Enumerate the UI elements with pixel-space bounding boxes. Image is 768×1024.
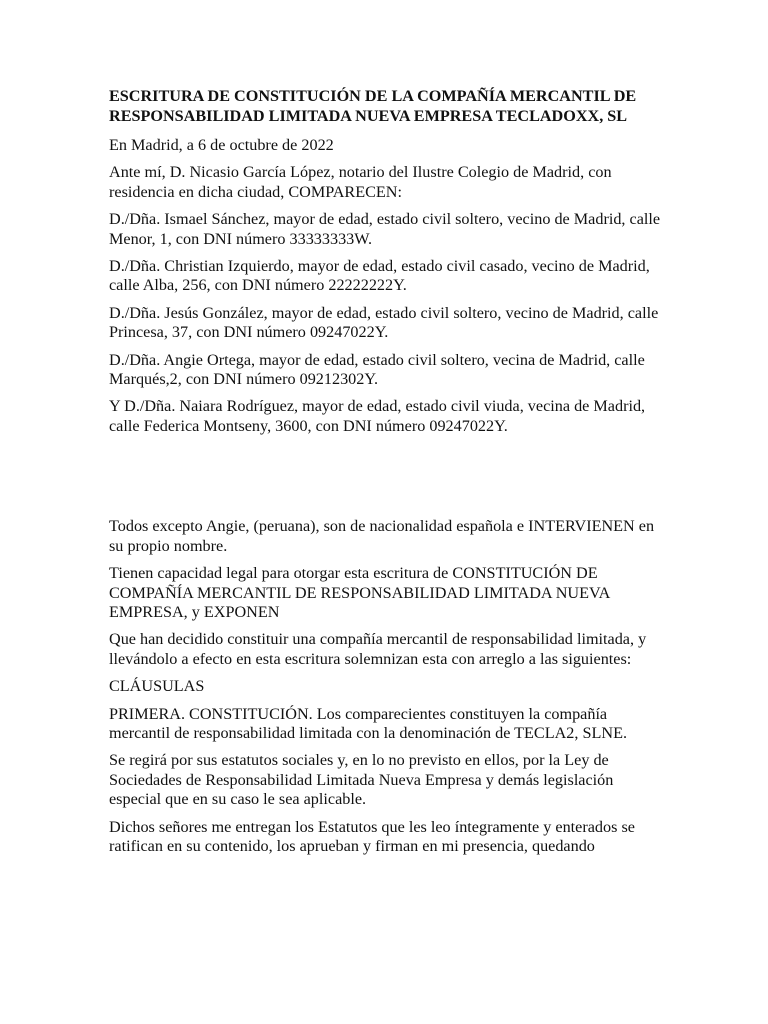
document-body — [109, 86, 664, 864]
paragraph-statutes: Dichos señores me entregan los Estatutos que les leo íntegramente y enterados se ratifican en su contenido, los aprueban y firman en mi presencia, quedando — [109, 817, 635, 855]
paragraph-notary: Ante mí, D. Nicasio García López, notario del Ilustre Colegio de Madrid, con residencia en dicha ciudad, COMPARECEN: — [109, 163, 612, 201]
clauses-heading: CLÁUSULAS — [109, 677, 205, 696]
paragraph-party-2: D./Dña. Christian Izquierdo, mayor de edad, estado civil casado, vecino de Madrid, calle Alba, 256, con DNI número 22222222Y. — [109, 257, 650, 295]
paragraph-date: En Madrid, a 6 de octubre de 2022 — [109, 136, 334, 154]
paragraph-party-1: D./Dña. Ismael Sánchez, mayor de edad, estado civil soltero, vecino de Madrid, calle Menor, 1, con DNI número 33333333W. — [109, 210, 661, 248]
paragraph-party-4: D./Dña. Angie Ortega, mayor de edad, estado civil soltero, vecina de Madrid, calle Marqués,2, con DNI número 09212302Y. — [109, 350, 645, 389]
paragraph-decision: Que han decidido constituir una compañía mercantil de responsabilidad limitada, y llevándolo a efecto en esta escritura solemnizan esta con arreglo a las siguientes: — [109, 630, 647, 668]
paragraph-party-5: Y D./Dña. Naiara Rodríguez, mayor de edad, estado civil viuda, vecina de Madrid, calle Federica Montseny, 3600, con DNI número 09247022Y. — [109, 397, 646, 435]
clause-first: PRIMERA. CONSTITUCIÓN. Los comparecientes constituyen la compañía mercantil de responsabilidad limitada con la denominación de TECLA2, SLNE. — [109, 704, 628, 742]
paragraph-nationality: Todos excepto Angie, (peruana), son de nacionalidad española e INTERVIENEN en su propio nombre. — [109, 517, 655, 555]
paragraph-capacity: Tienen capacidad legal para otorgar esta escritura de CONSTITUCIÓN DE COMPAÑÍA MERCANTIL DE RESPONSABILIDAD LIMITADA NUEVA EMPRESA, y EXPONEN — [109, 564, 610, 621]
paragraph-governing-law: Se regirá por sus estatutos sociales y, en lo no previsto en ellos, por la Ley de Sociedades de Responsabilidad Limitada Nueva Empresa y demás legislación especial que en su caso le sea aplicable. — [109, 751, 614, 809]
paragraph-party-3: D./Dña. Jesús González, mayor de edad, estado civil soltero, vecino de Madrid, calle Princesa, 37, con DNI número 09247022Y. — [109, 303, 659, 342]
document-title: ESCRITURA DE CONSTITUCIÓN DE LA COMPAÑÍA MERCANTIL DE RESPONSABILIDAD LIMITADA NUEVA EMPRESA TECLADOXX, SL — [109, 87, 637, 125]
blank-space — [109, 444, 664, 517]
